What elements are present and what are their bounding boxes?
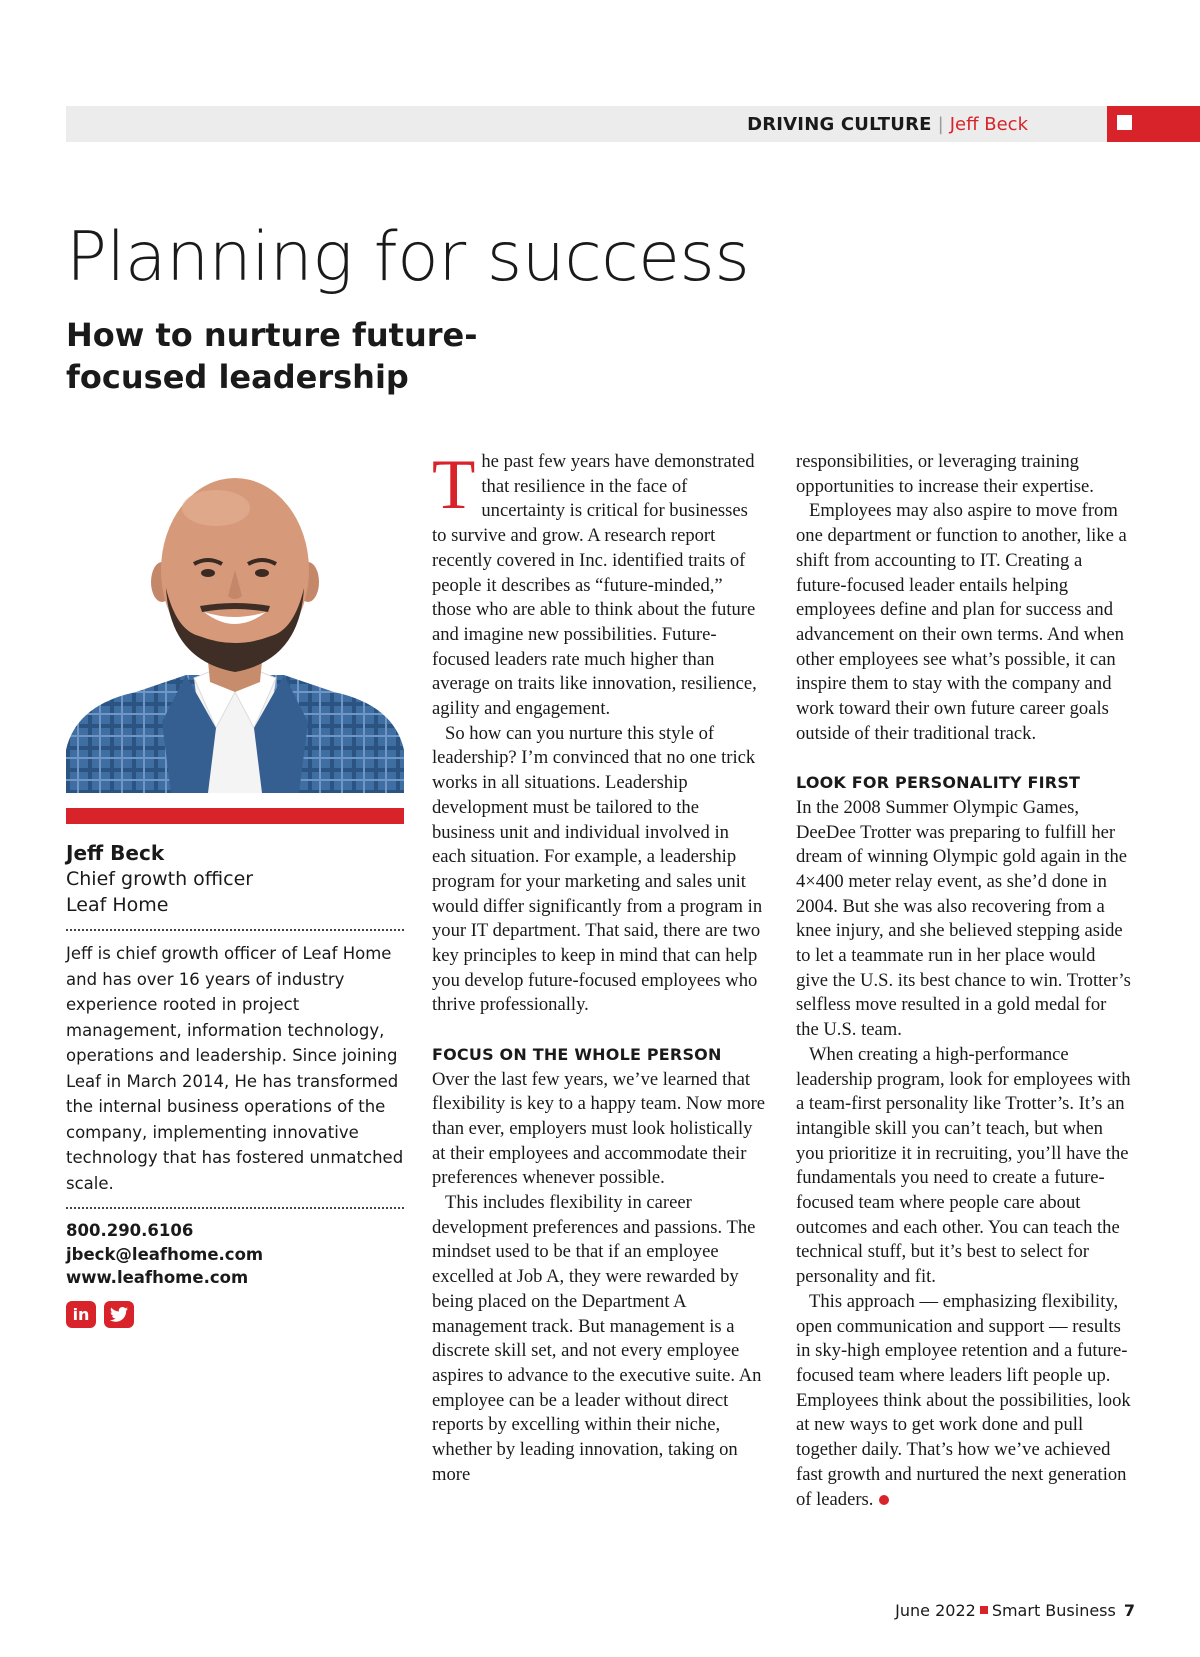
header-separator: | [937,114,944,135]
header-label [747,111,1028,139]
portrait-illustration [66,460,404,793]
article-paragraph: This approach — emphasizing flexibility, open communication and support — results in sky-high employee retention and a future-focused team where leaders lift people up. Employees think about the possibilities, look at new ways to get work done and pull together daily. That’s how we’ve achieved fast growth and nurtured the next generation of leaders. [796,1290,1131,1510]
contact-info [66,1219,404,1290]
page-title: Planning for success [66,218,750,297]
article-paragraph: The past few years have demonstrated that resilience in the face of uncertainty is critical for businesses to survive and grow. A research report recently covered in Inc. identified traits of people it describes as “future-minded,” those who are able to think about the future and imagine new possibilities. Future-focused leaders rate much higher than average on traits like innovation, resilience, agility and engagement. [432,446,757,720]
article-paragraph: responsibilities, or leveraging training opportunities to increase their expertise. [796,451,1094,497]
author-photo [66,460,404,793]
article-column-1 [432,446,766,1488]
footer-date: June 2022 [895,1601,976,1620]
page-footer [895,1601,1135,1620]
header-author: Jeff Beck [949,114,1028,135]
author-phone: 800.290.6106 [66,1221,194,1240]
section-name: DRIVING CULTURE [747,114,932,135]
article-paragraph: When creating a high-performance leadership program, look for employees with a team-first personality like Trotter’s. It’s an intangible skill you can’t teach, but when you prioritize it in recruiting, you’ll have the fundamentals you need to create a future-focused team where people care about outcomes and each other. You can teach the technical stuff, but it’s best to select for personality and fit. [796,1043,1131,1288]
twitter-bird-icon [110,1307,128,1322]
article-paragraph: This includes flexibility in career development preferences and passions. The mindset used to be that if an employee excelled at Job A, they were rewarded by being placed on the Department A management track. But management is a discrete skill set, and not every employee aspires to advance to the executive suite. An employee can be a leader without direct reports by excelling within their niche, whether by leading innovation, taking on more [432,1192,762,1485]
author-website[interactable]: www.leafhome.com [66,1268,249,1287]
page-subtitle: How to nurture future-focused leadership [66,316,478,396]
author-name: Jeff Beck [66,841,165,865]
article-paragraph: In the 2008 Summer Olympic Games, DeeDee Trotter was preparing to fulfill her dream of winning Olympic gold again in the 4×400 meter relay event, as she’d done in 2004. But she was also recovering from a knee injury, and she believed stepping aside to let a teammate run in her place would give the U.S. its best chance to win. Trotter’s selfless move resulted in a gold medal for the U.S. team. [796,796,1131,1041]
author-email[interactable]: jbeck@leafhome.com [66,1244,264,1264]
end-mark-icon [879,1495,889,1505]
article-paragraph: So how can you nurture this style of leadership? I’m convinced that no one trick works in all situations. Leadership development must be tailored to the business unit and individual involved in each situation. For example, a leadership program for your marketing and sales unit would differ significantly from a program in your IT department. That said, there are two key principles to keep in mind that can help you develop future-focused employees who thrive professionally. [432,722,763,1016]
section-heading: LOOK FOR PERSONALITY FIRST [796,773,1081,793]
article-paragraph: Over the last few years, we’ve learned that flexibility is key to a happy team. Now more than ever, employers must look holistically at their employees and accommodate their preferences whenever possible. [432,1068,766,1189]
page-number: 7 [1123,1601,1135,1620]
photo-red-rule [66,808,404,824]
author-bio [66,840,404,1328]
footer-square-icon [980,1606,988,1614]
footer-publication: Smart Business [991,1601,1116,1620]
drop-cap: T [432,446,476,524]
dotted-divider [66,1207,404,1209]
linkedin-icon[interactable]: in [66,1301,96,1328]
twitter-icon[interactable] [104,1301,134,1328]
dotted-divider [66,929,404,931]
author-company: Leaf Home [66,894,169,916]
article-paragraph: Employees may also aspire to move from one department or function to another, like a shift from accounting to IT. Creating a future-focused leader entails helping employees define and plan for success and advancement on their own terms. And when other employees see what’s possible, it can inspire them to stay with the company and work toward their own future career goals outside of their traditional track. [796,500,1127,744]
section-heading: FOCUS ON THE WHOLE PERSON [432,1044,722,1064]
social-links [66,1301,404,1328]
author-role: Chief growth officer [66,868,254,890]
header-bar [66,106,1200,142]
author-bio-text: Jeff is chief growth officer of Leaf Home and has over 16 years of industry experience rooted in project management, information technology, operations and leadership. Since joining Leaf in March 2014, He has transformed the internal business operations of the company, implementing innovative technology that has fostered unmatched scale. [66,944,404,1193]
article-column-2 [796,450,1132,1512]
header-square-icon [1117,115,1132,130]
